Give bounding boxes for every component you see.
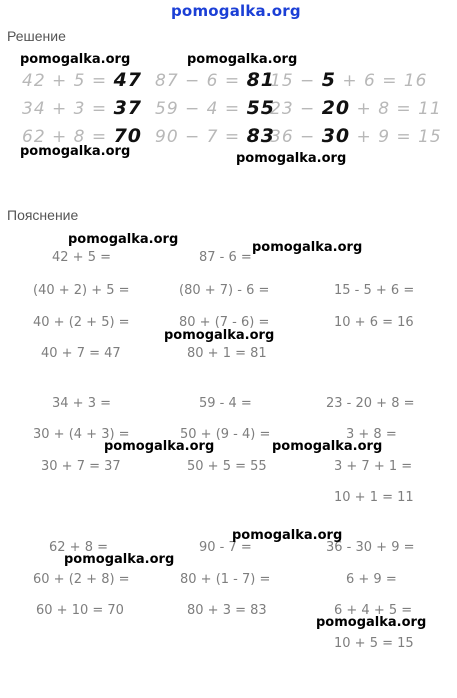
hw-equation-text: 42 + 5 = <box>22 71 108 91</box>
hw-equation-text: 36 − <box>270 127 316 147</box>
explanation-heading: Пояснение <box>7 207 79 223</box>
hw-equation <box>155 69 275 91</box>
site-header: pomogalka.org <box>171 2 301 20</box>
hw-equation-text: + 6 = 16 <box>342 71 428 91</box>
explanation-line: 59 - 4 = <box>199 396 252 411</box>
hw-answer: 55 <box>246 97 276 119</box>
explanation-line: 50 + (9 - 4) = <box>180 427 271 442</box>
hw-equation-text: + 8 = 11 <box>356 99 442 119</box>
hw-equation <box>22 69 142 91</box>
watermark: pomogalka.org <box>68 232 179 247</box>
explanation-line: 40 + 7 = 47 <box>41 346 121 361</box>
explanation-line: 42 + 5 = <box>52 250 111 265</box>
watermark: pomogalka.org <box>252 240 363 255</box>
hw-equation-text: 34 + 3 = <box>22 99 108 119</box>
hw-equation-text: 87 − 6 = <box>155 71 241 91</box>
hw-equation-text: 23 − <box>270 99 316 119</box>
explanation-line: 80 + 3 = 83 <box>187 603 267 618</box>
explanation-line: 60 + 10 = 70 <box>36 603 124 618</box>
watermark: pomogalka.org <box>272 439 383 454</box>
watermark: pomogalka.org <box>232 528 343 543</box>
hw-answer: 20 <box>321 97 351 119</box>
hw-answer: 83 <box>246 125 276 147</box>
hw-answer: 70 <box>113 125 143 147</box>
explanation-line: 30 + (4 + 3) = <box>33 427 130 442</box>
hw-equation <box>270 69 427 91</box>
explanation-line: 23 - 20 + 8 = <box>326 396 415 411</box>
explanation-line: 50 + 5 = 55 <box>187 459 267 474</box>
watermark: pomogalka.org <box>236 151 347 166</box>
hw-answer: 37 <box>113 97 143 119</box>
explanation-line: 36 - 30 + 9 = <box>326 540 415 555</box>
explanation-line: 30 + 7 = 37 <box>41 459 121 474</box>
hw-answer: 47 <box>113 69 143 91</box>
watermark: pomogalka.org <box>20 144 131 159</box>
explanation-line: 80 + (7 - 6) = <box>179 315 270 330</box>
watermark: pomogalka.org <box>64 552 175 567</box>
hw-equation-text: + 9 = 15 <box>356 127 442 147</box>
explanation-line: 6 + 4 + 5 = <box>334 603 413 618</box>
explanation-line: (80 + 7) - 6 = <box>179 283 270 298</box>
hw-answer: 81 <box>246 69 276 91</box>
explanation-line: 6 + 9 = <box>346 572 397 587</box>
watermark: pomogalka.org <box>316 615 427 630</box>
hw-equation <box>270 97 442 119</box>
explanation-line: 87 - 6 = <box>199 250 252 265</box>
explanation-line: 3 + 7 + 1 = <box>334 459 413 474</box>
solution-heading: Решение <box>7 28 66 44</box>
explanation-line: 60 + (2 + 8) = <box>33 572 130 587</box>
watermark: pomogalka.org <box>164 328 275 343</box>
hw-equation-text: 62 + 8 = <box>22 127 108 147</box>
hw-equation-text: 59 − 4 = <box>155 99 241 119</box>
explanation-line: 10 + 5 = 15 <box>334 636 414 651</box>
hw-answer: 5 <box>321 69 336 91</box>
explanation-line: 40 + (2 + 5) = <box>33 315 130 330</box>
explanation-line: 3 + 8 = <box>346 427 397 442</box>
explanation-line: 15 - 5 + 6 = <box>334 283 415 298</box>
explanation-line: 80 + 1 = 81 <box>187 346 267 361</box>
hw-answer: 30 <box>321 125 351 147</box>
explanation-line: 62 + 8 = <box>49 540 108 555</box>
hw-equation <box>155 125 275 147</box>
explanation-line: (40 + 2) + 5 = <box>33 283 130 298</box>
explanation-line: 34 + 3 = <box>52 396 111 411</box>
hw-equation <box>22 97 142 119</box>
hw-equation <box>270 125 442 147</box>
explanation-line: 10 + 1 = 11 <box>334 490 414 505</box>
explanation-line: 90 - 7 = <box>199 540 252 555</box>
explanation-line: 80 + (1 - 7) = <box>180 572 271 587</box>
hw-equation <box>155 97 275 119</box>
explanation-line: 10 + 6 = 16 <box>334 315 414 330</box>
watermark: pomogalka.org <box>104 439 215 454</box>
watermark: pomogalka.org <box>187 52 298 67</box>
watermark: pomogalka.org <box>20 52 131 67</box>
hw-equation-text: 15 − <box>270 71 316 91</box>
hw-equation-text: 90 − 7 = <box>155 127 241 147</box>
